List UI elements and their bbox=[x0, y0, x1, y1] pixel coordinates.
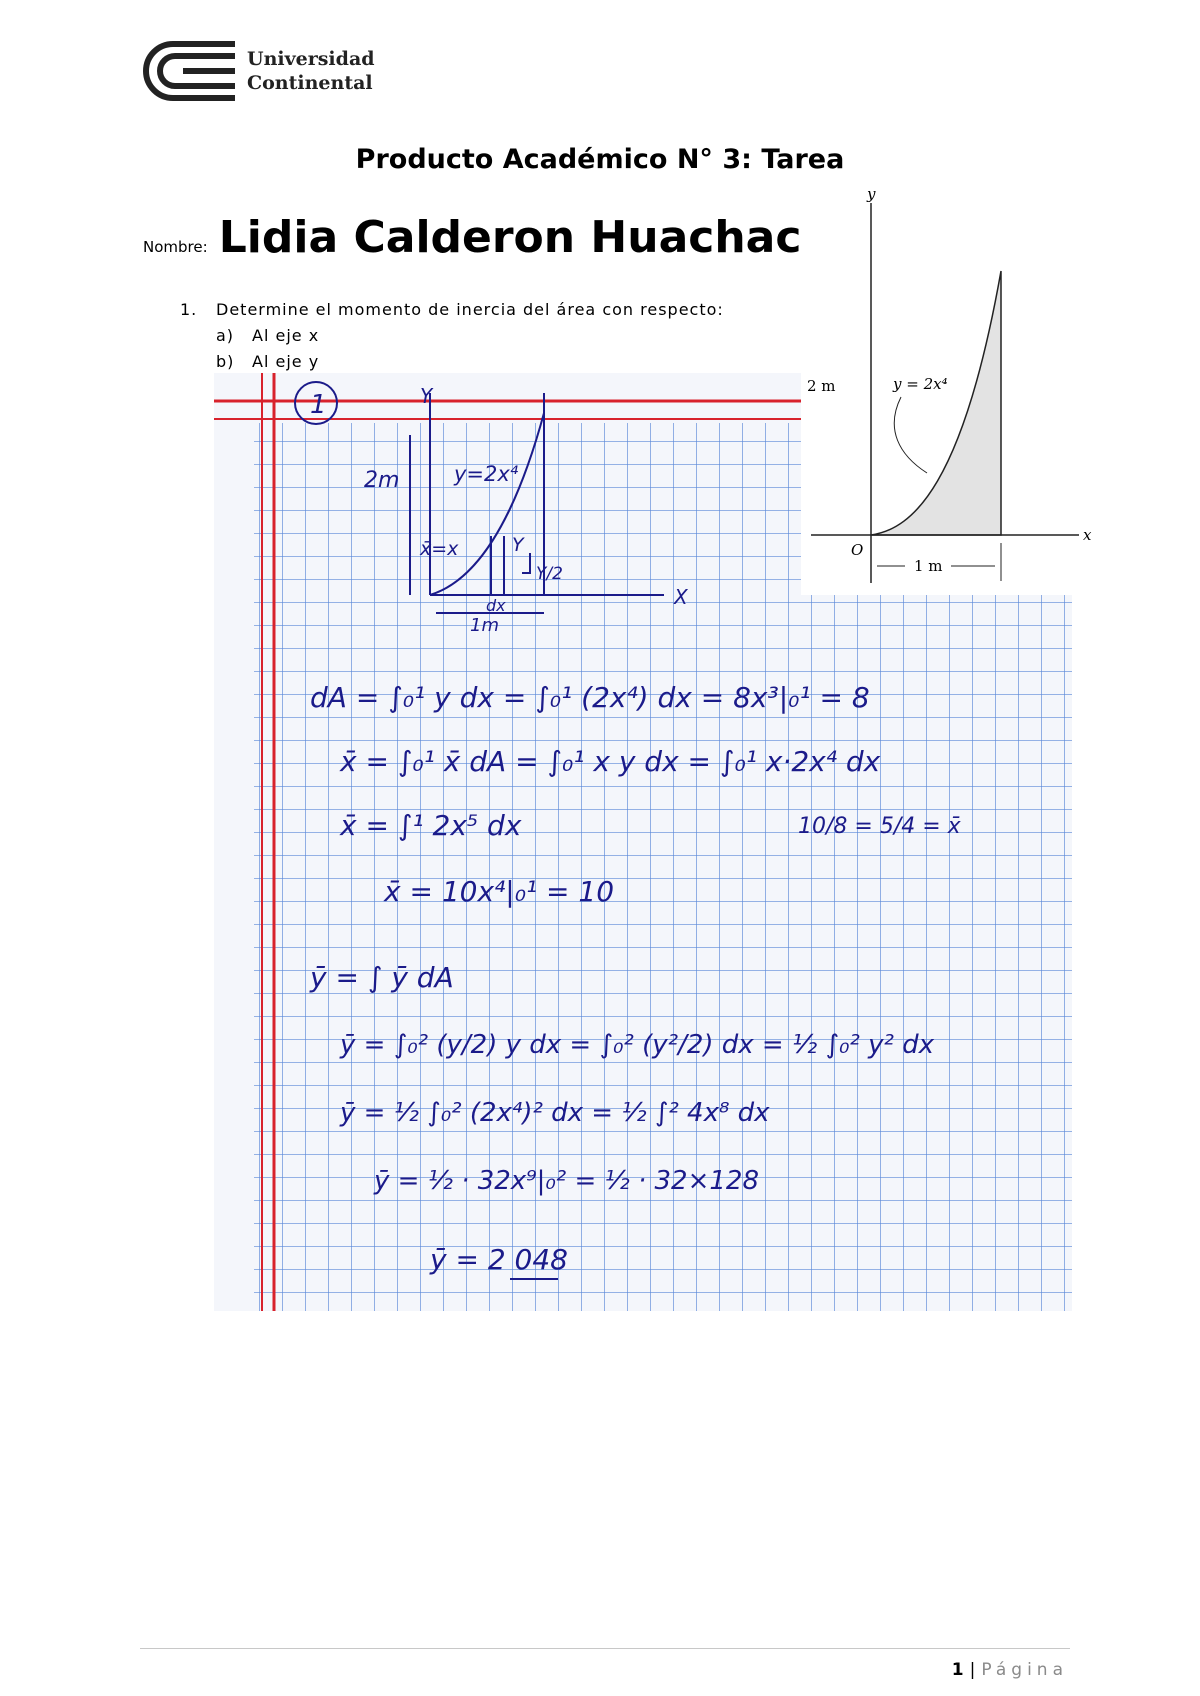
fig-x-label: x bbox=[1083, 526, 1092, 544]
page-number: 1 bbox=[951, 1660, 964, 1680]
sketch-dx-label: dx bbox=[486, 596, 506, 615]
eq-line-2: x̄ = ∫₀¹ x̄ dA = ∫₀¹ x y dx = ∫₀¹ x·2x⁴ dx bbox=[340, 745, 881, 778]
item-b-marker: b) bbox=[216, 352, 235, 371]
page-word: Página bbox=[981, 1660, 1068, 1680]
eq-line-1: dA = ∫₀¹ y dx = ∫₀¹ (2x⁴) dx = 8x³|₀¹ = 8 bbox=[310, 681, 870, 714]
sketch-x-label: X bbox=[674, 585, 688, 609]
fig-origin-label: O bbox=[851, 541, 864, 559]
footer-divider bbox=[140, 1648, 1070, 1649]
area-figure-svg bbox=[801, 185, 1101, 595]
shaded-area bbox=[871, 271, 1001, 535]
side-note: 10/8 = 5/4 = x̄ bbox=[798, 814, 961, 839]
sketch-height-label: 2m bbox=[364, 468, 400, 493]
eq-line-6: ȳ = ∫₀² (y/2) y dx = ∫₀² (y²/2) dx = ½ ∫₀² y² dx bbox=[340, 1030, 935, 1060]
fig-curve-label: y = 2x⁴ bbox=[893, 375, 948, 393]
question-number: 1. bbox=[180, 300, 198, 319]
problem-number: 1 bbox=[310, 390, 327, 420]
curve-label-leader bbox=[894, 397, 927, 473]
item-a-text: Al eje x bbox=[252, 326, 320, 345]
eq-line-5: ȳ = ∫ ȳ dA bbox=[310, 961, 454, 994]
problem-figure bbox=[801, 185, 1101, 595]
fig-width-label: 1 m bbox=[914, 557, 943, 575]
eq-line-9: ȳ = 2 048 bbox=[430, 1243, 568, 1276]
logo-line-2: Continental bbox=[247, 72, 373, 94]
sketch-xbar-label: x̄=x bbox=[420, 538, 459, 560]
sketch-y-label: Y bbox=[420, 384, 433, 408]
eq-line-7: ȳ = ½ ∫₀² (2x⁴)² dx = ½ ∫² 4x⁸ dx bbox=[340, 1098, 770, 1128]
footer-separator: | bbox=[969, 1660, 976, 1680]
sketch-width-label: 1m bbox=[470, 615, 499, 636]
item-b-text: Al eje y bbox=[252, 352, 320, 371]
university-logo-icon bbox=[143, 40, 239, 102]
item-a-marker: a) bbox=[216, 326, 235, 345]
university-logo bbox=[143, 40, 403, 102]
sketch-strip-y-label: Y bbox=[512, 534, 524, 556]
eq-line-8: ȳ = ½ · 32x⁹|₀² = ½ · 32×128 bbox=[374, 1166, 759, 1196]
student-name-row bbox=[143, 212, 801, 263]
page-title: Producto Académico N° 3: Tarea bbox=[355, 144, 845, 175]
fig-y-label: y bbox=[867, 185, 876, 203]
fig-height-label: 2 m bbox=[807, 377, 836, 395]
sketch-yhalf-label: Y/2 bbox=[536, 564, 563, 584]
sketch-curve-label: y=2x⁴ bbox=[454, 462, 519, 486]
logo-line-1: Universidad bbox=[247, 48, 375, 70]
question-text: Determine el momento de inercia del área con respecto: bbox=[216, 300, 724, 319]
eq-line-4: x̄ = 10x⁴|₀¹ = 10 bbox=[384, 875, 615, 908]
eq-line-3: x̄ = ∫¹ 2x⁵ dx bbox=[340, 809, 522, 842]
student-name: Lidia Calderon Huachac bbox=[218, 212, 802, 263]
name-label: Nombre: bbox=[143, 238, 208, 256]
page-footer bbox=[952, 1660, 1068, 1680]
